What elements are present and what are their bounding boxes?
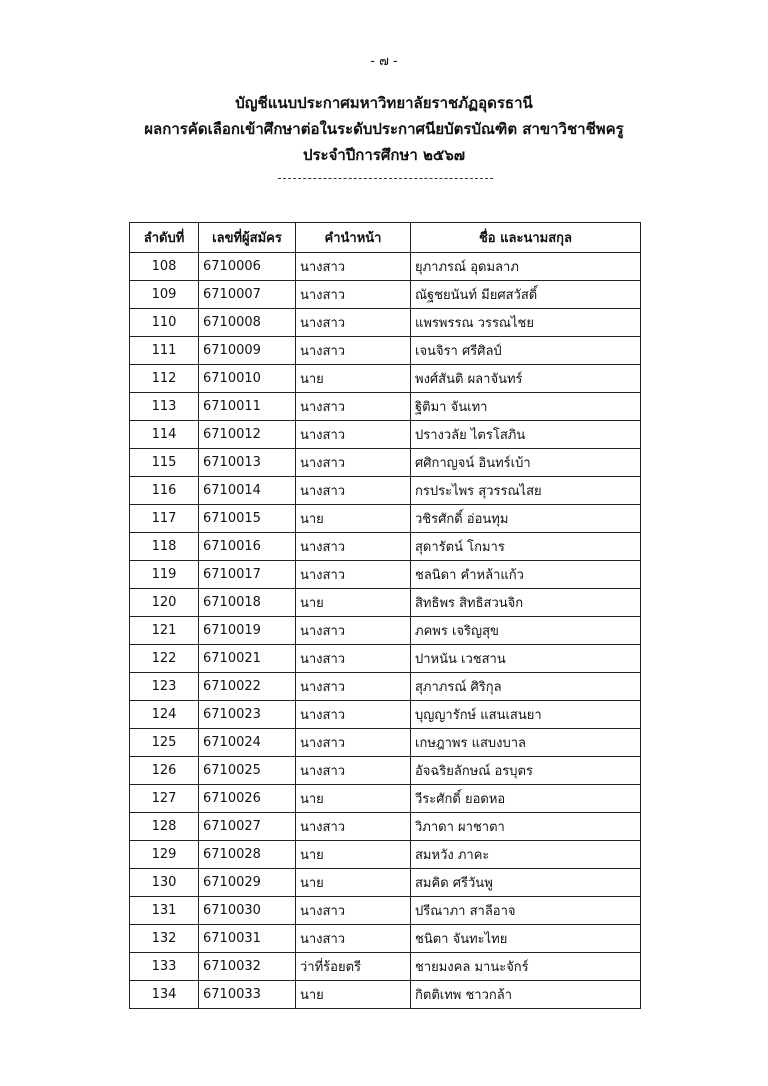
row-index: 120 <box>130 589 199 617</box>
row-title: นางสาว <box>296 421 411 449</box>
row-index: 115 <box>130 449 199 477</box>
row-title: นางสาว <box>296 813 411 841</box>
table-row <box>130 645 641 673</box>
row-full-name: ชนิตา จันทะไทย <box>411 925 641 953</box>
row-title: นางสาว <box>296 757 411 785</box>
row-title: นางสาว <box>296 897 411 925</box>
row-applicant-no: 6710010 <box>199 365 296 393</box>
row-index: 116 <box>130 477 199 505</box>
row-title: นาย <box>296 365 411 393</box>
row-index: 125 <box>130 729 199 757</box>
row-index: 130 <box>130 869 199 897</box>
row-index: 131 <box>130 897 199 925</box>
row-title: นางสาว <box>296 253 411 281</box>
table-row <box>130 841 641 869</box>
table-row <box>130 953 641 981</box>
row-index: 134 <box>130 981 199 1009</box>
row-title: นางสาว <box>296 561 411 589</box>
row-applicant-no: 6710022 <box>199 673 296 701</box>
table-header-row <box>130 223 641 253</box>
row-full-name: ชายมงคล มานะจักร์ <box>411 953 641 981</box>
row-title: นางสาว <box>296 673 411 701</box>
row-applicant-no: 6710007 <box>199 281 296 309</box>
table-row <box>130 897 641 925</box>
row-full-name: บุญญารักษ์ แสนเสนยา <box>411 701 641 729</box>
table-row <box>130 561 641 589</box>
row-full-name: ศศิกาญจน์ อินทร์เบ้า <box>411 449 641 477</box>
row-full-name: วิภาดา ผาชาตา <box>411 813 641 841</box>
row-applicant-no: 6710017 <box>199 561 296 589</box>
header-line-2: ผลการคัดเลือกเข้าศึกษาต่อในระดับประกาศนียบัตรบัณฑิต สาขาวิชาชีพครู <box>144 120 624 138</box>
dashed-divider <box>278 178 493 179</box>
row-index: 132 <box>130 925 199 953</box>
header-line-3: ประจำปีการศึกษา ๒๕๖๗ <box>302 146 466 164</box>
col-header-index: ลำดับที่ <box>130 223 199 253</box>
row-full-name: ปรีณาภา สาลีอาจ <box>411 897 641 925</box>
row-index: 126 <box>130 757 199 785</box>
row-index: 128 <box>130 813 199 841</box>
row-applicant-no: 6710028 <box>199 841 296 869</box>
row-title: ว่าที่ร้อยตรี <box>296 953 411 981</box>
row-full-name: กรประไพร สุวรรณไสย <box>411 477 641 505</box>
row-index: 114 <box>130 421 199 449</box>
table-row <box>130 589 641 617</box>
table-row <box>130 337 641 365</box>
row-full-name: พงศ์สันติ ผลาจันทร์ <box>411 365 641 393</box>
table-row <box>130 533 641 561</box>
row-title: นางสาว <box>296 701 411 729</box>
row-applicant-no: 6710016 <box>199 533 296 561</box>
col-header-applicant-no: เลขที่ผู้สมัคร <box>199 223 296 253</box>
table-row <box>130 505 641 533</box>
table-row <box>130 365 641 393</box>
row-title: นางสาว <box>296 449 411 477</box>
row-full-name: แพรพรรณ วรรณไชย <box>411 309 641 337</box>
row-title: นาย <box>296 869 411 897</box>
row-applicant-no: 6710018 <box>199 589 296 617</box>
row-applicant-no: 6710026 <box>199 785 296 813</box>
row-index: 109 <box>130 281 199 309</box>
row-title: นาย <box>296 505 411 533</box>
row-index: 118 <box>130 533 199 561</box>
table-row <box>130 701 641 729</box>
row-full-name: กิตติเทพ ชาวกล้า <box>411 981 641 1009</box>
row-index: 108 <box>130 253 199 281</box>
table-row <box>130 253 641 281</box>
row-index: 110 <box>130 309 199 337</box>
row-index: 121 <box>130 617 199 645</box>
row-applicant-no: 6710015 <box>199 505 296 533</box>
row-full-name: สุภาภรณ์ ศิริกุล <box>411 673 641 701</box>
table-row <box>130 925 641 953</box>
row-index: 124 <box>130 701 199 729</box>
row-title: นางสาว <box>296 477 411 505</box>
row-full-name: วีระศักดิ์ ยอดหอ <box>411 785 641 813</box>
row-index: 119 <box>130 561 199 589</box>
row-title: นางสาว <box>296 617 411 645</box>
row-index: 111 <box>130 337 199 365</box>
row-full-name: สุดารัตน์ โกมาร <box>411 533 641 561</box>
row-index: 127 <box>130 785 199 813</box>
table-row <box>130 673 641 701</box>
table-row <box>130 477 641 505</box>
row-title: นางสาว <box>296 393 411 421</box>
row-title: นาย <box>296 589 411 617</box>
document-header <box>0 90 768 168</box>
applicant-table <box>129 222 641 1009</box>
row-title: นางสาว <box>296 309 411 337</box>
row-applicant-no: 6710011 <box>199 393 296 421</box>
row-index: 122 <box>130 645 199 673</box>
row-title: นางสาว <box>296 729 411 757</box>
table-row <box>130 729 641 757</box>
row-applicant-no: 6710009 <box>199 337 296 365</box>
row-full-name: วชิรศักดิ์ อ่อนทุม <box>411 505 641 533</box>
row-full-name: เจนจิรา ศรีศิลป์ <box>411 337 641 365</box>
table-row <box>130 309 641 337</box>
row-full-name: ปาหนัน เวชสาน <box>411 645 641 673</box>
table-row <box>130 981 641 1009</box>
page-number: - ๗ - <box>370 54 398 69</box>
row-index: 129 <box>130 841 199 869</box>
table-body <box>130 253 641 1009</box>
row-full-name: ปรางวลัย ไตรโสภิน <box>411 421 641 449</box>
row-full-name: ชลนิดา คำหล้าแก้ว <box>411 561 641 589</box>
row-index: 117 <box>130 505 199 533</box>
row-index: 123 <box>130 673 199 701</box>
row-index: 112 <box>130 365 199 393</box>
row-index: 113 <box>130 393 199 421</box>
header-line-1: บัญชีแนบประกาศมหาวิทยาลัยราชภัฏอุดรธานี <box>235 94 533 112</box>
row-applicant-no: 6710029 <box>199 869 296 897</box>
row-applicant-no: 6710023 <box>199 701 296 729</box>
row-full-name: เกษฎาพร แสบงบาล <box>411 729 641 757</box>
row-full-name: สมหวัง ภาคะ <box>411 841 641 869</box>
row-title: นางสาว <box>296 281 411 309</box>
table-row <box>130 421 641 449</box>
row-applicant-no: 6710033 <box>199 981 296 1009</box>
table-row <box>130 449 641 477</box>
row-applicant-no: 6710019 <box>199 617 296 645</box>
row-applicant-no: 6710025 <box>199 757 296 785</box>
row-title: นางสาว <box>296 533 411 561</box>
row-applicant-no: 6710021 <box>199 645 296 673</box>
table-row <box>130 869 641 897</box>
row-applicant-no: 6710027 <box>199 813 296 841</box>
col-header-name: ชื่อ และนามสกุล <box>411 223 641 253</box>
row-title: นางสาว <box>296 337 411 365</box>
table-row <box>130 393 641 421</box>
row-applicant-no: 6710012 <box>199 421 296 449</box>
row-index: 133 <box>130 953 199 981</box>
row-title: นาย <box>296 785 411 813</box>
row-full-name: ภคพร เจริญสุข <box>411 617 641 645</box>
row-title: นางสาว <box>296 645 411 673</box>
table-row <box>130 785 641 813</box>
table-row <box>130 617 641 645</box>
row-applicant-no: 6710030 <box>199 897 296 925</box>
row-full-name: ยุภาภรณ์ อุดมลาภ <box>411 253 641 281</box>
table-row <box>130 281 641 309</box>
row-title: นาย <box>296 841 411 869</box>
row-applicant-no: 6710006 <box>199 253 296 281</box>
row-full-name: สมคิด ศรีวันพู <box>411 869 641 897</box>
row-applicant-no: 6710008 <box>199 309 296 337</box>
col-header-title: คำนำหน้า <box>296 223 411 253</box>
row-full-name: สิทธิพร สิทธิสวนจิก <box>411 589 641 617</box>
row-applicant-no: 6710013 <box>199 449 296 477</box>
row-applicant-no: 6710014 <box>199 477 296 505</box>
table-row <box>130 757 641 785</box>
row-title: นาย <box>296 981 411 1009</box>
row-full-name: อัจฉริยลักษณ์ อรบุตร <box>411 757 641 785</box>
row-applicant-no: 6710024 <box>199 729 296 757</box>
row-full-name: ณัฐชยนันท์ มียศสวัสดิ์ <box>411 281 641 309</box>
table-row <box>130 813 641 841</box>
row-applicant-no: 6710032 <box>199 953 296 981</box>
row-title: นางสาว <box>296 925 411 953</box>
row-full-name: ฐิติมา จันเทา <box>411 393 641 421</box>
row-applicant-no: 6710031 <box>199 925 296 953</box>
